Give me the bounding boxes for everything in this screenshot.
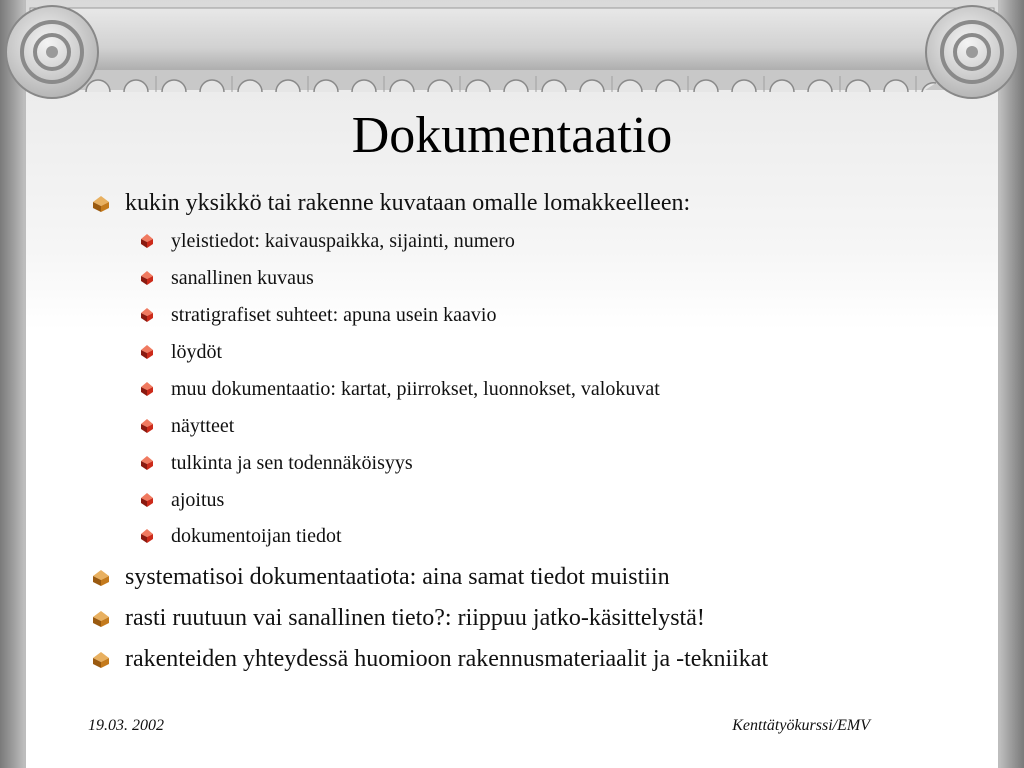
sub-bullet-item — [171, 413, 234, 439]
bullet-text: rasti ruutuun vai sanallinen tieto?: riippuu jatko-käsittelystä! — [125, 605, 705, 631]
bullet-text: yleistiedot: kaivauspaikka, sijainti, numero — [171, 230, 515, 252]
sub-bullet-item — [171, 228, 515, 254]
diamond-bullet-icon — [93, 196, 109, 212]
sub-bullet-item — [171, 487, 224, 513]
sub-bullet-item — [171, 302, 496, 328]
bullet-item — [125, 644, 768, 674]
diamond-bullet-icon — [141, 493, 153, 507]
bullet-text: näytteet — [171, 415, 235, 437]
bullet-text: tulkinta ja sen todennäköisyys — [171, 452, 413, 474]
bullet-text: stratigrafiset suhteet: apuna usein kaavio — [171, 304, 497, 326]
bullet-text: dokumentoijan tiedot — [171, 525, 342, 547]
bullet-text: muu dokumentaatio: kartat, piirrokset, luonnokset, valokuvat — [171, 378, 660, 400]
diamond-bullet-icon — [141, 234, 153, 248]
diamond-bullet-icon — [141, 271, 153, 285]
bullet-text: rakenteiden yhteydessä huomioon rakennusmateriaalit ja -tekniikat — [125, 646, 769, 672]
bullet-text: ajoitus — [171, 489, 225, 511]
bullet-text: sanallinen kuvaus — [171, 267, 314, 289]
footer-date: 19.03. 2002 — [88, 717, 164, 734]
bullet-text: kukin yksikkö tai rakenne kuvataan omalle lomakkeelleen: — [125, 190, 691, 216]
diamond-bullet-icon — [93, 652, 109, 668]
diamond-bullet-icon — [141, 456, 153, 470]
sub-bullet-item — [171, 265, 314, 291]
slide-title: Dokumentaatio — [351, 107, 673, 164]
bullet-item — [125, 562, 670, 592]
diamond-bullet-icon — [141, 529, 153, 543]
bullet-item — [125, 603, 705, 633]
diamond-bullet-icon — [141, 308, 153, 322]
sub-bullet-item — [171, 376, 660, 402]
bullet-text: löydöt — [171, 341, 223, 363]
diamond-bullet-icon — [93, 611, 109, 627]
diamond-bullet-icon — [141, 345, 153, 359]
diamond-bullet-icon — [141, 419, 153, 433]
sub-bullet-item — [171, 450, 413, 476]
diamond-bullet-icon — [93, 570, 109, 586]
footer-course: Kenttätyökurssi/EMV — [732, 717, 870, 734]
bullet-text: systematisoi dokumentaatiota: aina samat tiedot muistiin — [125, 564, 670, 590]
sub-bullet-item — [171, 523, 342, 549]
diamond-bullet-icon — [141, 382, 153, 396]
sub-bullet-item — [171, 339, 222, 365]
bullet-item — [125, 188, 690, 218]
